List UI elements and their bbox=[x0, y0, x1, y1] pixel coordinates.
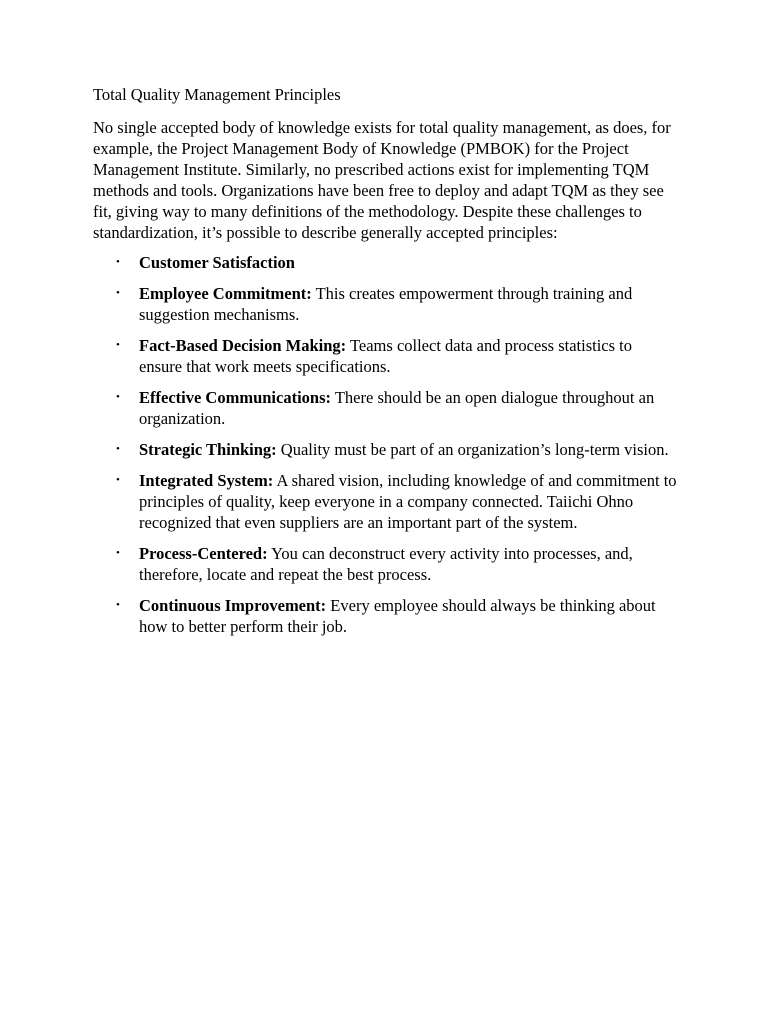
list-item-integrated-system bbox=[93, 470, 678, 533]
principle-term: Continuous Improvement: bbox=[139, 596, 327, 615]
principle-description: Quality must be part of an organization’s long-term vision. bbox=[280, 440, 669, 459]
list-item-process-centered bbox=[93, 543, 678, 585]
list-item-customer-satisfaction bbox=[93, 252, 678, 273]
list-item-fact-based-decision-making bbox=[93, 335, 678, 377]
principle-description: This creates empowerment through training and suggestion mechanisms. bbox=[139, 284, 633, 324]
principles-list bbox=[93, 252, 678, 637]
principle-term: Process-Centered: bbox=[139, 544, 268, 563]
bullet-icon: • bbox=[116, 287, 120, 299]
list-item-strategic-thinking bbox=[93, 439, 678, 460]
principle-term: Fact-Based Decision Making: bbox=[139, 336, 347, 355]
bullet-icon: • bbox=[116, 256, 120, 268]
bullet-icon: • bbox=[116, 474, 120, 486]
principle-description: You can deconstruct every activity into processes, and, therefore, locate and repeat the best process. bbox=[139, 544, 633, 584]
list-item-continuous-improvement bbox=[93, 595, 678, 637]
intro-paragraph: No single accepted body of knowledge exists for total quality management, as does, for example, the Project Management Body of Knowledge (PMBOK) for the Project Management Institute. Similarly, no prescribed actions exist for implementing TQM methods and tools. Organizations have been free to deploy and adapt TQM as they see fit, giving way to many definitions of the methodology. Despite these challenges to standardization, it’s possible to describe generally accepted principles: bbox=[93, 118, 671, 242]
document-title: Total Quality Management Principles bbox=[93, 85, 341, 104]
principle-term: Employee Commitment: bbox=[139, 284, 312, 303]
bullet-icon: • bbox=[116, 547, 120, 559]
principle-description: Every employee should always be thinking about how to better perform their job. bbox=[139, 596, 656, 636]
principle-term: Customer Satisfaction bbox=[139, 253, 295, 272]
principle-description: There should be an open dialogue throughout an organization. bbox=[139, 388, 655, 428]
list-item-effective-communications bbox=[93, 387, 678, 429]
bullet-icon: • bbox=[116, 599, 120, 611]
bullet-icon: • bbox=[116, 443, 120, 455]
bullet-icon: • bbox=[116, 391, 120, 403]
list-item-employee-commitment bbox=[93, 283, 678, 325]
principle-description: Teams collect data and process statistics to ensure that work meets specifications. bbox=[139, 336, 632, 376]
principle-term: Effective Communications: bbox=[139, 388, 332, 407]
principle-term: Strategic Thinking: bbox=[139, 440, 277, 459]
principle-description: A shared vision, including knowledge of and commitment to principles of quality, keep everyone in a company connected. Taiichi Ohno recognized that even suppliers are an important part of the system. bbox=[139, 471, 677, 532]
document-body bbox=[93, 84, 678, 647]
bullet-icon: • bbox=[116, 339, 120, 351]
principle-term: Integrated System: bbox=[139, 471, 274, 490]
